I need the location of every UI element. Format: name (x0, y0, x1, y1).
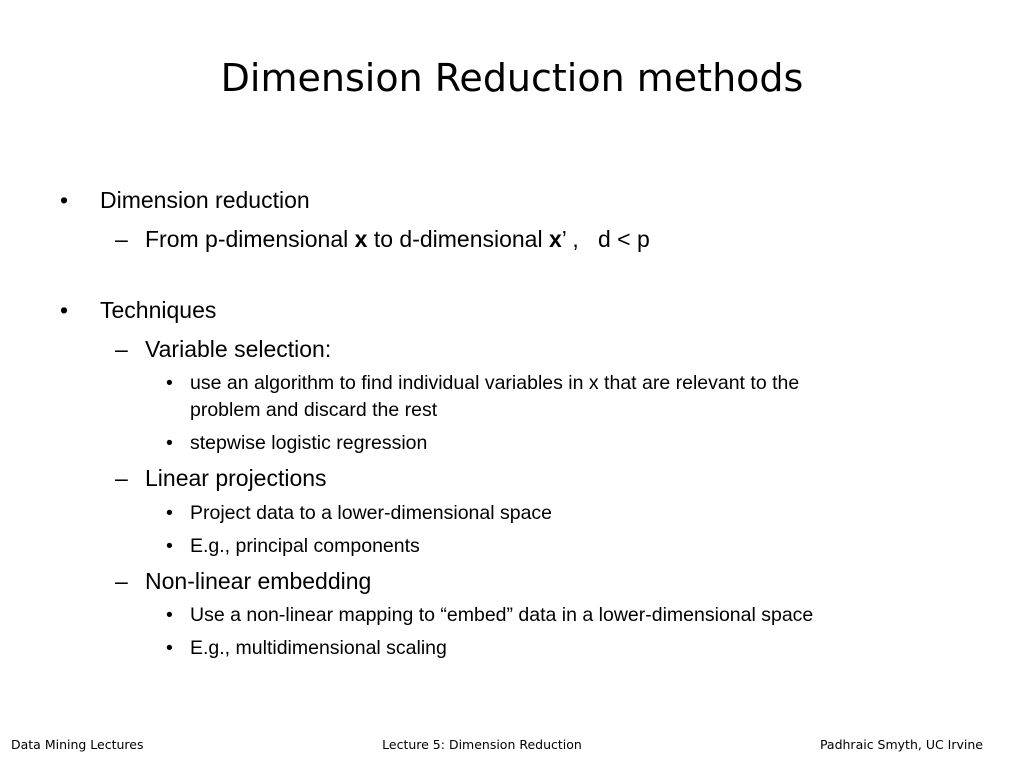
small-bullet-marker: • (166, 637, 173, 659)
dash-marker: – (115, 465, 128, 491)
slide-title: Dimension Reduction methods (220, 56, 804, 100)
dash-marker: – (115, 336, 128, 362)
bullet-dimension-reduction: Dimension reduction (100, 187, 310, 213)
dash-marker: – (115, 568, 128, 594)
detail-line: use an algorithm to find individual variables in x that are relevant to the (190, 372, 800, 394)
bold-x-prime: x (548, 226, 562, 252)
subitem-post: ’ , d < p (561, 226, 650, 252)
detail-line: stepwise logistic regression (190, 432, 428, 454)
detail-line: E.g., multidimensional scaling (190, 637, 447, 659)
bold-x: x (354, 226, 368, 252)
bullet-techniques: Techniques (100, 297, 217, 323)
bullet-marker: • (60, 297, 69, 323)
subitem-pre: From p-dimensional (145, 226, 349, 252)
detail-line: problem and discard the rest (190, 399, 438, 421)
footer-right: Padhraic Smyth, UC Irvine (819, 737, 983, 752)
detail-line: E.g., principal components (190, 535, 420, 557)
subitem-variable-selection: Variable selection: (145, 336, 332, 362)
footer-center: Lecture 5: Dimension Reduction (382, 737, 582, 752)
detail-line: Project data to a lower-dimensional space (190, 502, 553, 524)
small-bullet-marker: • (166, 502, 173, 524)
detail-line: Use a non-linear mapping to “embed” data in a lower-dimensional space (190, 604, 814, 626)
subitem-p-to-d (145, 226, 650, 253)
footer-left: Data Mining Lectures (11, 737, 144, 752)
bullet-marker: • (60, 187, 69, 213)
dash-marker: – (115, 226, 128, 252)
small-bullet-marker: • (166, 372, 173, 394)
small-bullet-marker: • (166, 432, 173, 454)
subitem-mid: to d-dimensional (373, 226, 543, 252)
subitem-non-linear-embedding: Non-linear embedding (145, 568, 372, 594)
small-bullet-marker: • (166, 535, 173, 557)
small-bullet-marker: • (166, 604, 173, 626)
subitem-linear-projections: Linear projections (145, 465, 327, 491)
